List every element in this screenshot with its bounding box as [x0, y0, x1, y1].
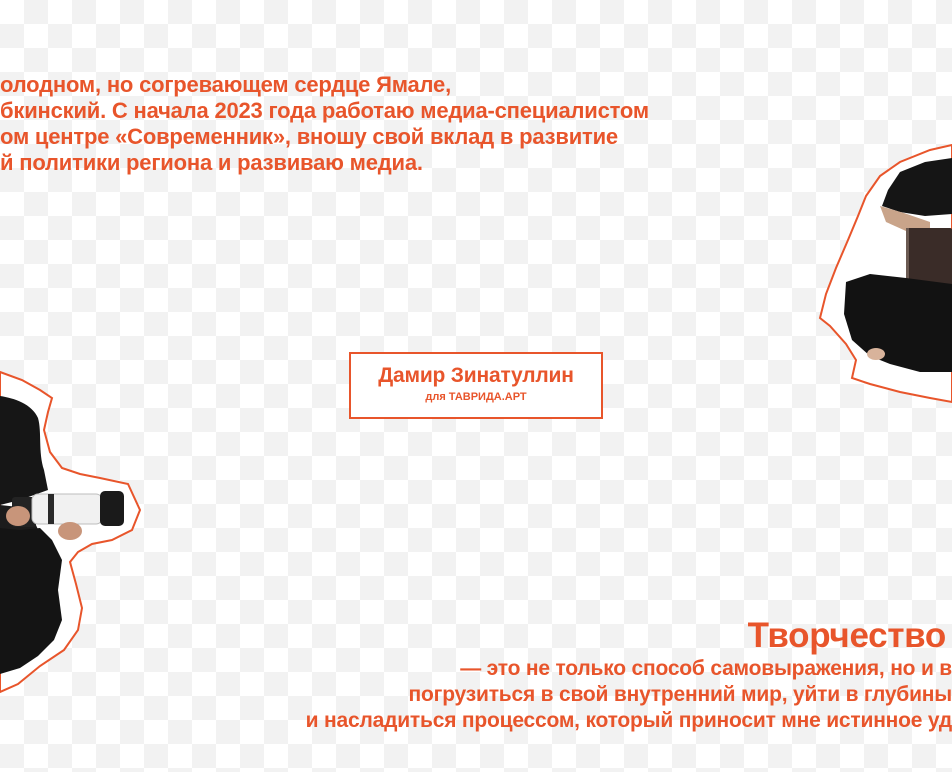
name-card — [349, 352, 603, 419]
laptop-person-arm — [880, 206, 930, 233]
intro-line: й политики региона и развиваю медиа. — [0, 150, 423, 175]
camera-body — [12, 497, 36, 527]
quote-block — [252, 616, 952, 734]
quote-line: погрузиться в свой внутренний мир, уйти в глубины — [408, 683, 952, 706]
author-name: Дамир Зинатуллин — [378, 364, 574, 387]
laptop-person-photo — [820, 145, 952, 402]
photographer-arm — [0, 505, 42, 548]
intro-line: олодном, но согревающем сердце Ямале, — [0, 72, 451, 97]
laptop-person-ankle — [867, 348, 885, 360]
photographer-hand-right — [58, 522, 82, 540]
laptop — [906, 228, 952, 298]
intro-text — [0, 72, 649, 176]
intro-line: бкинский. С начала 2023 года работаю медиа-специалистом — [0, 98, 649, 123]
laptop-person-outline — [820, 145, 952, 402]
photographer-photo — [0, 372, 140, 692]
camera-lens-ring — [48, 494, 54, 524]
quote-line: и насладиться процессом, который приносит мне истинное уд — [305, 709, 952, 732]
photographer-hood — [0, 396, 48, 505]
quote-line: — это не только способ самовыражения, но и в — [460, 657, 952, 680]
quote-heading: Творчество — [747, 616, 946, 655]
camera-lens-barrel — [32, 494, 102, 524]
photographer-body — [0, 528, 62, 674]
laptop-edge — [906, 228, 909, 298]
author-subtitle: для ТАВРИДА.АРТ — [425, 391, 527, 403]
camera-lens-front — [100, 491, 124, 526]
laptop-person-shirt — [882, 158, 952, 216]
photographer-hand-left — [6, 506, 30, 526]
photographer-outline — [0, 372, 140, 692]
intro-line: ом центре «Современник», вношу свой вклад в развитие — [0, 124, 618, 149]
laptop-person-legs — [844, 274, 952, 372]
